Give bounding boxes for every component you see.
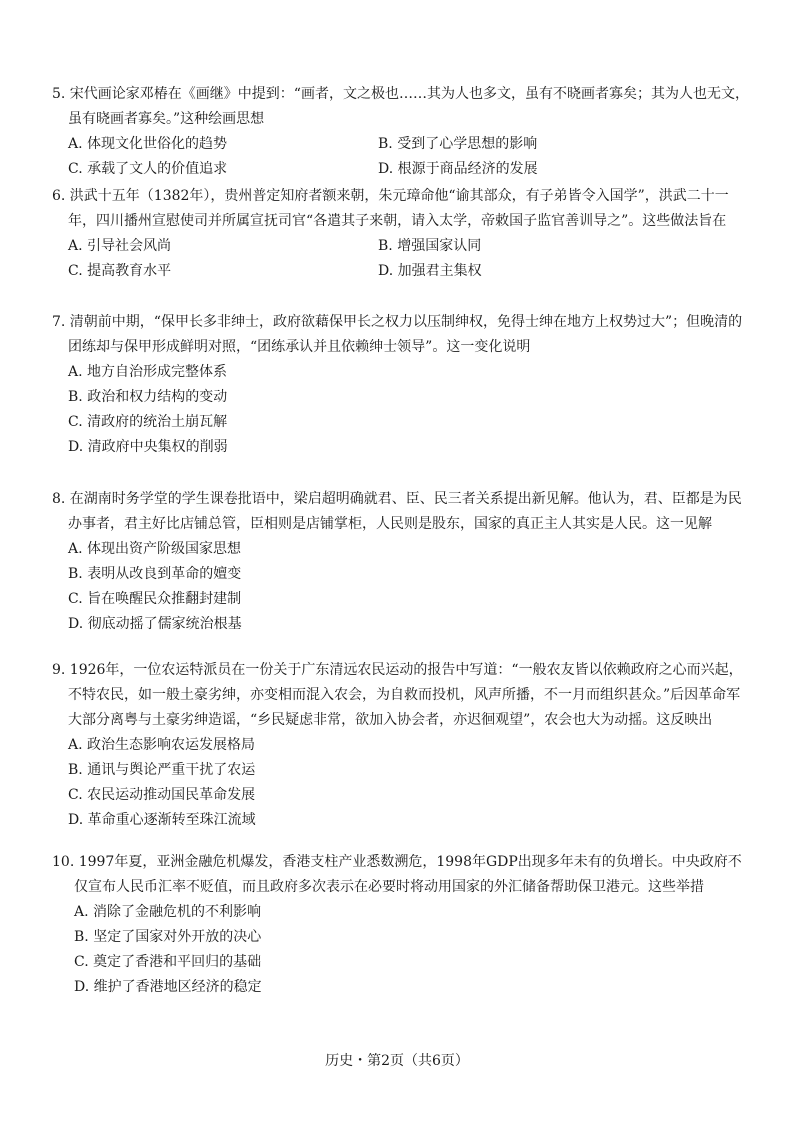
option-b: B. 通讯与舆论严重干扰了农运	[68, 762, 256, 778]
option-d: D. 革命重心逐渐转至珠江流域	[68, 812, 256, 828]
option-d: D. 根源于商品经济的发展	[378, 161, 538, 177]
question-stem: 10. 1997年夏，亚洲金融危机爆发，香港支柱产业悉数溯危，1998年GDP出现多年未有的负增长。中央政府不仅宣布人民币汇率不贬值，而且政府多次表示在必要时将动用国家的外汇储备帮助保卫港元。这些举措	[52, 854, 742, 895]
question-stem: 5. 宋代画论家邓椿在《画继》中提到：“画者，文之极也……其为人也多文，虽有不晓画者寡矣；其为人也无文，虽有晓画者寡矣。”这种绘画思想	[52, 86, 749, 127]
question-9	[52, 658, 752, 833]
option-d: D. 彻底动摇了儒家统治根基	[68, 616, 242, 632]
options-row	[52, 234, 752, 259]
option-d: D. 加强君主集权	[378, 263, 482, 279]
option-c: C. 提高教育水平	[68, 263, 172, 279]
option-a: A. 引导社会风尚	[68, 238, 172, 254]
option-a: A. 体现出资产阶级国家思想	[68, 541, 242, 557]
option-b: B. 政治和权力结构的变动	[68, 389, 228, 405]
option-a: A. 地方自治形成完整体系	[68, 364, 228, 380]
question-stem: 6. 洪武十五年（1382年），贵州普定知府者额来朝，朱元璋命他“谕其部众，有子弟皆令入国学”，洪武二十一年，四川播州宣慰使司并所属宣抚司官“各遣其子来朝，请入太学，帝敕国子监官善训导之”。这些做法旨在	[52, 188, 729, 229]
option-b: B. 表明从改良到革命的嬗变	[68, 566, 242, 582]
question-10	[52, 850, 752, 1000]
question-stem: 8. 在湖南时务学堂的学生课卷批语中，梁启超明确就君、臣、民三者关系提出新见解。他认为，君、臣都是为民办事者，君主好比店铺总管，臣相则是店铺掌柜，人民则是股东，国家的真正主人其实是人民。这一见解	[52, 491, 742, 532]
option-a: A. 体现文化世俗化的趋势	[68, 136, 228, 152]
option-c: C. 承载了文人的价值追求	[68, 161, 228, 177]
option-d: D. 清政府中央集权的削弱	[68, 439, 228, 455]
option-c: C. 农民运动推动国民革命发展	[68, 787, 256, 803]
question-8	[52, 487, 752, 637]
option-a: A. 消除了金融危机的不利影响	[74, 904, 262, 920]
option-b: B. 增强国家认同	[378, 238, 482, 254]
page-footer: 历史・第2页（共6页）	[325, 1053, 469, 1069]
option-c: C. 旨在唤醒民众推翻封建制	[68, 591, 242, 607]
options-row	[52, 132, 752, 157]
option-c: C. 奠定了香港和平回归的基础	[74, 954, 262, 970]
option-d: D. 维护了香港地区经济的稳定	[74, 979, 262, 995]
question-5	[52, 82, 752, 182]
question-stem: 7. 清朝前中期，“保甲长多非绅士，政府欲藉保甲长之权力以压制绅权，免得士绅在地方上权势过大”；但晚清的团练却与保甲形成鲜明对照，“团练承认并且依赖绅士领导”。这一变化说明	[52, 314, 743, 355]
option-c: C. 清政府的统治土崩瓦解	[68, 414, 228, 430]
option-b: B. 坚定了国家对外开放的决心	[74, 929, 262, 945]
options-row	[52, 259, 752, 284]
option-a: A. 政治生态影响农运发展格局	[68, 737, 256, 753]
question-stem: 9. 1926年，一位农运特派员在一份关于广东清远农民运动的报告中写道：“一般农友皆以依赖政府之心而兴起，不特农民，如一般土豪劣绅，亦变相而混入农会，为自救而投机，风声所播，不一月而组织甚众。”后因革命军大部分离粤与土豪劣绅造谣，“乡民疑虑非常，欲加入协会者，亦迟徊观望”，农会也大为动摇。这反映出	[52, 662, 743, 728]
question-6	[52, 184, 752, 284]
question-7	[52, 310, 752, 460]
option-b: B. 受到了心学思想的影响	[378, 136, 538, 152]
options-row	[52, 157, 752, 182]
